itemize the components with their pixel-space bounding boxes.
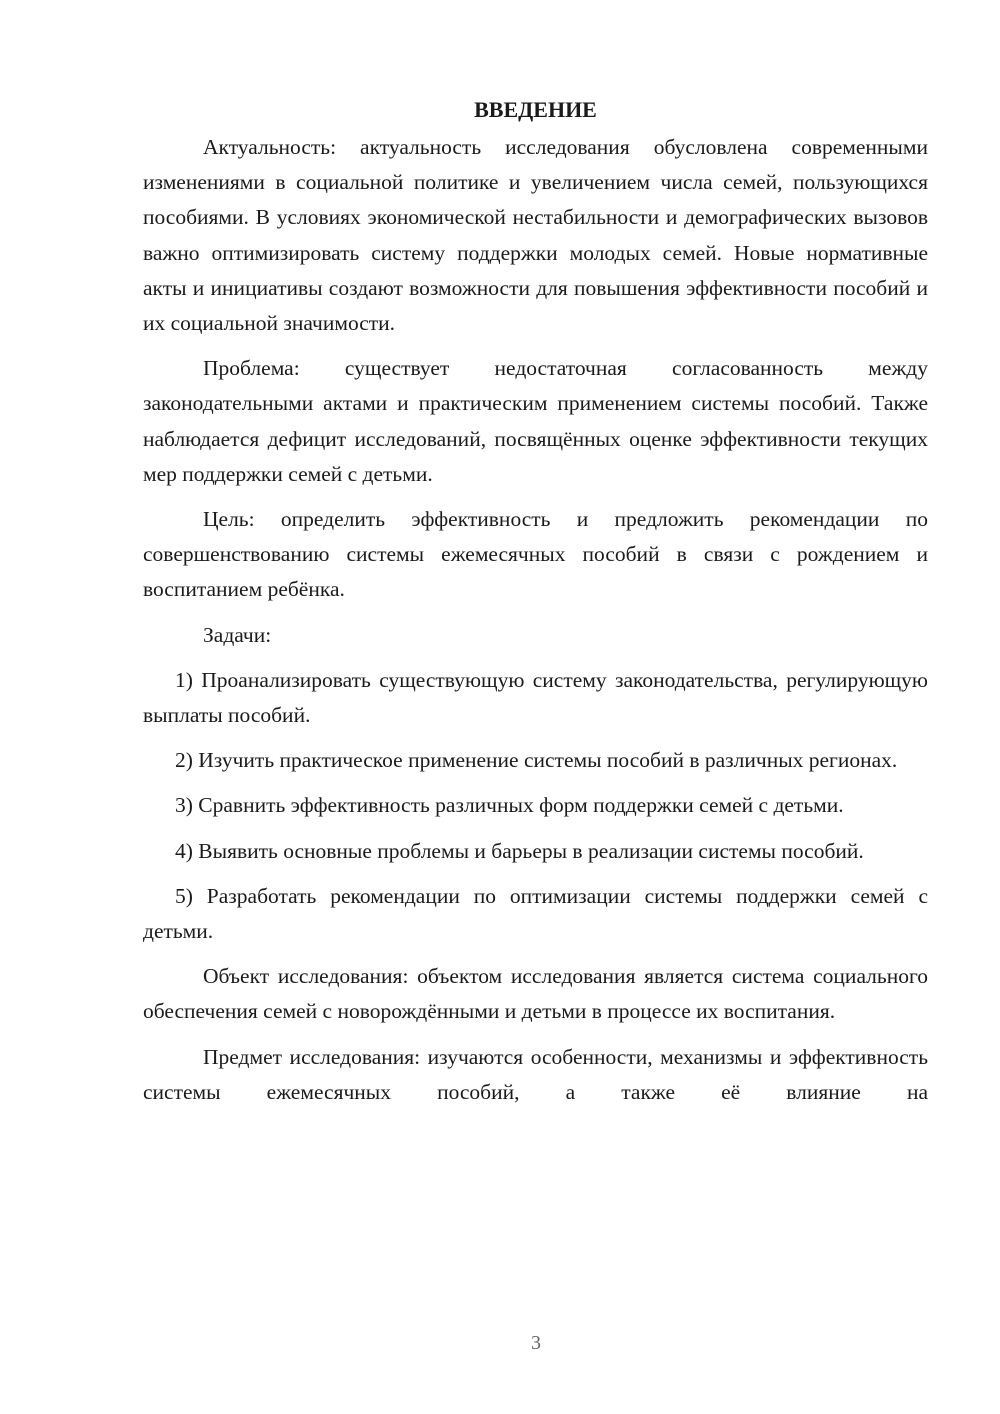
task-item-3: 3) Сравнить эффективность различных форм поддержки семей с детьми. bbox=[175, 793, 844, 818]
problem-paragraph: Проблема: существует недостаточная согласованность между законодательными актами и практическим применением системы пособий. Также наблюдается дефицит исследований, посвящённых оценке эффективности текущих мер поддержки семей с детьми. bbox=[143, 356, 928, 486]
goal-paragraph: Цель: определить эффективность и предложить рекомендации по совершенствованию системы ежемесячных пособий в связи с рождением и воспитанием ребёнка. bbox=[143, 507, 928, 602]
page-number: 3 bbox=[531, 1332, 541, 1354]
tasks-label: Задачи: bbox=[203, 622, 272, 647]
subject-paragraph: Предмет исследования: изучаются особенности, механизмы и эффективность системы ежемесячных пособий, а также её влияние на bbox=[143, 1044, 928, 1104]
section-heading: ВВЕДЕНИЕ bbox=[474, 97, 597, 122]
object-paragraph: Объект исследования: объектом исследования является система социального обеспечения семей с новорождёнными и детьми в процессе их воспитания. bbox=[143, 964, 928, 1024]
relevance-paragraph: Актуальность: актуальность исследования обусловлена современными изменениями в социальной политике и увеличением числа семей, пользующихся пособиями. В условиях экономической нестабильности и демографических вызовов важно оптимизировать систему поддержки молодых семей. Новые нормативные акты и инициативы создают возможности для повышения эффективности пособий и их социальной значимости. bbox=[143, 135, 928, 336]
document-page bbox=[143, 92, 928, 1110]
task-item-5: 5) Разработать рекомендации по оптимизации системы поддержки семей с детьми. bbox=[143, 883, 928, 944]
task-item-2: 2) Изучить практическое применение системы пособий в различных регионах. bbox=[175, 748, 898, 773]
task-item-1: 1) Проанализировать существующую систему законодательства, регулирующую выплаты пособий. bbox=[143, 667, 928, 728]
task-item-4: 4) Выявить основные проблемы и барьеры в реализации системы пособий. bbox=[175, 838, 864, 863]
